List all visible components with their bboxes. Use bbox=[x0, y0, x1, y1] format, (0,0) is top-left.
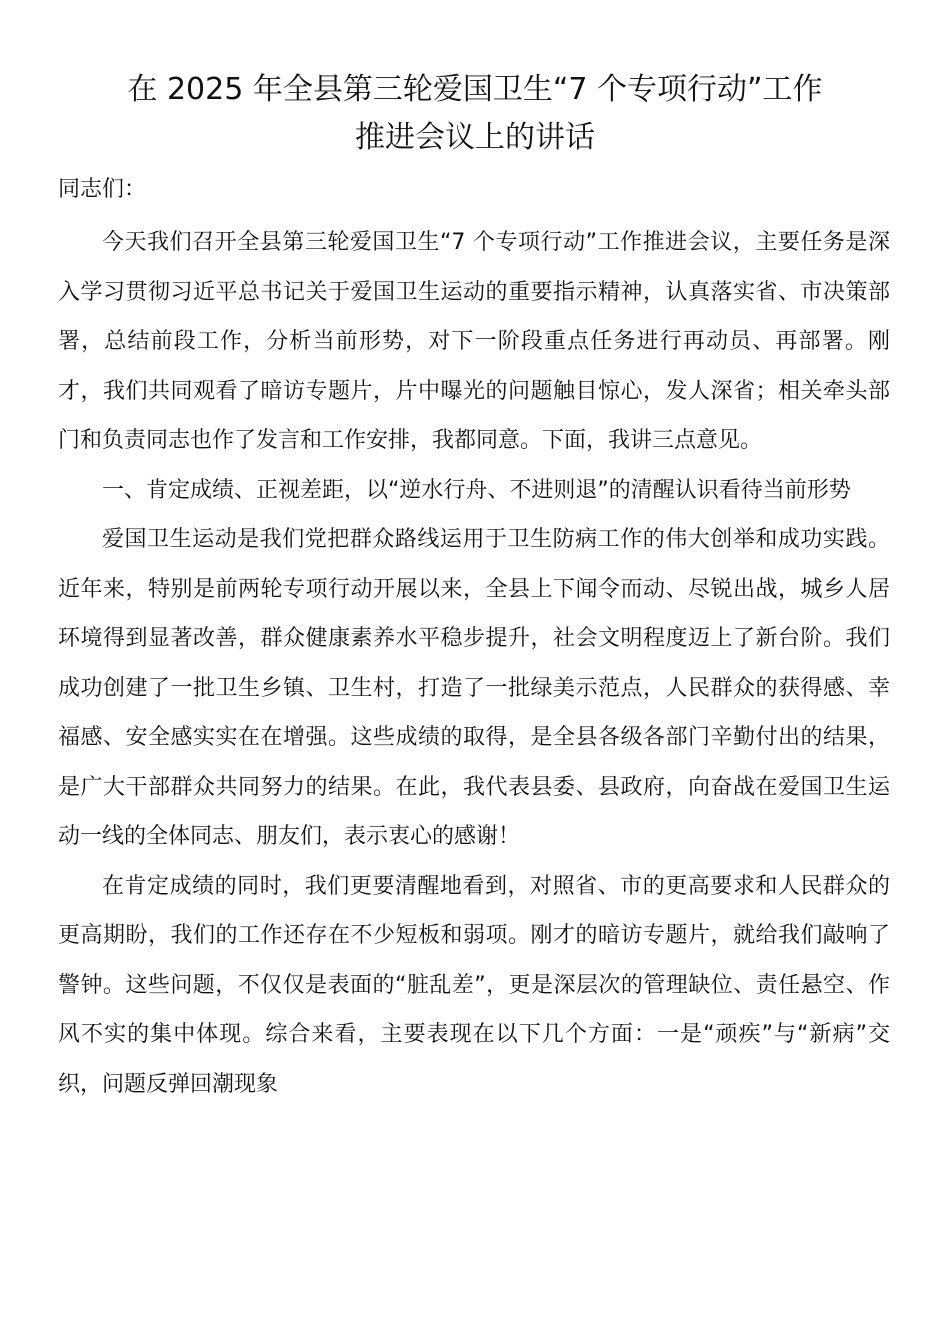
paragraph-achievements: 爱国卫生运动是我们党把群众路线运用于卫生防病工作的伟大创举和成功实践。近年来，特别是前两轮专项行动开展以来，全县上下闻令而动、尽锐出战，城乡人居环境得到显著改善，群众健康素养水平稳步提升，社会文明程度迈上了新台阶。我们成功创建了一批卫生乡镇、卫生村，打造了一批绿美示范点，人民群众的获得感、幸福感、安全感实实在在增强。这些成绩的取得，是全县各级各部门辛勤付出的结果，是广大干部群众共同努力的结果。在此，我代表县委、县政府，向奋战在爱国卫生运动一线的全体同志、朋友们，表示衷心的感谢！ bbox=[58, 527, 890, 849]
title-line-1: 在 2025 年全县第三轮爱国卫生“7 个专项行动”工作 bbox=[127, 72, 823, 107]
title-line-2: 推进会议上的讲话 bbox=[355, 120, 595, 155]
paragraph-intro: 今天我们召开全县第三轮爱国卫生“7 个专项行动”工作推进会议，主要任务是深入学习贯彻习近平总书记关于爱国卫生运动的重要指示精神，认真落实省、市决策部署，总结前段工作，分析当前形势，对下一阶段重点任务进行再动员、再部署。刚才，我们共同观看了暗访专题片，片中曝光的问题触目惊心，发人深省；相关牵头部门和负责同志也作了发言和工作安排，我都同意。下面，我讲三点意见。 bbox=[58, 230, 890, 453]
paragraph-shortcomings: 在肯定成绩的同时，我们更要清醒地看到，对照省、市的更高要求和人民群众的更高期盼，我们的工作还存在不少短板和弱项。刚才的暗访专题片，就给我们敲响了警钟。这些问题，不仅仅是表面的“脏乱差”，更是深层次的管理缺位、责任悬空、作风不实的集中体现。综合来看，主要表现在以下几个方面：一是“顽疾”与“新病”交织，问题反弹回潮现象 bbox=[58, 873, 890, 1097]
section-heading-1: 一、肯定成绩、正视差距，以“逆水行舟、不进则退”的清醒认识看待当前形势 bbox=[102, 477, 851, 503]
page-title bbox=[40, 66, 910, 162]
greeting: 同志们： bbox=[58, 177, 147, 202]
document-body bbox=[58, 218, 890, 1109]
